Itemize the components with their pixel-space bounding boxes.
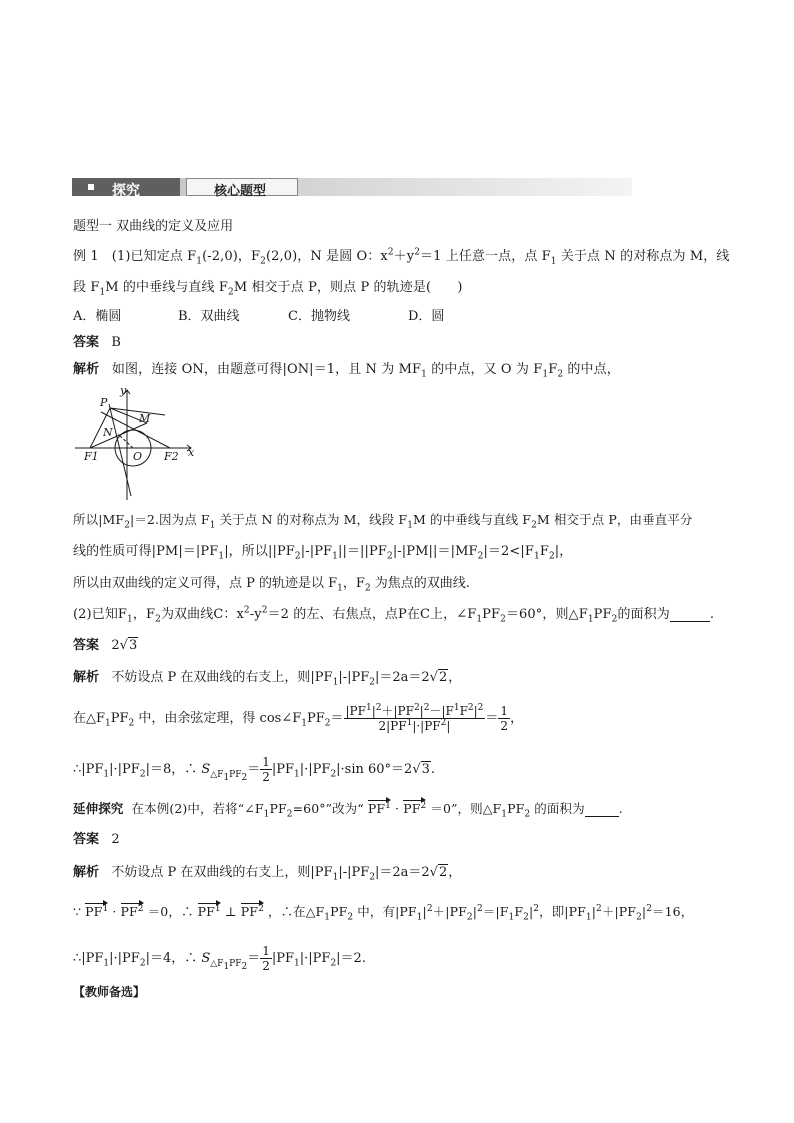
option-b: B．双曲线 xyxy=(178,309,240,324)
ex1-solution-line3: 所以由双曲线的定义可得，点 P 的轨迹是以 $F_1$，$F_2$ 为焦点的双曲线. xyxy=(73,576,470,594)
extension-analysis: 解析 不妨设点 P 在双曲线的右支上，则$|PF_1|-|PF_2|=2a=2√2$， xyxy=(73,865,462,883)
section-title: 探究 xyxy=(112,183,140,199)
ex1-question-line2: 段 $F_1M$ 的中垂线与直线 $F_2M$ 相交于点 P，则点 P 的轨迹是( ) xyxy=(73,280,463,298)
half-fraction: $\frac{1}{2}$ xyxy=(262,755,270,784)
teacher-note: 【教师备选】 xyxy=(73,985,146,999)
ex2-answer: 答案 2√3 xyxy=(73,638,138,653)
answer-label: 答案 xyxy=(73,335,100,350)
option-a: A．椭圆 xyxy=(73,309,122,324)
label-f2: F2 xyxy=(164,450,179,463)
analysis-label: 解析 xyxy=(73,670,100,685)
extension-label: 延伸探究 xyxy=(73,801,124,816)
half-fraction: $\frac{1}{2}$ xyxy=(500,704,509,733)
option-d: D．圆 xyxy=(408,309,445,324)
option-c: C．抛物线 xyxy=(288,309,350,324)
section-label: 核心题型 xyxy=(214,184,267,199)
label-x: x xyxy=(188,446,195,459)
hyperbola-figure xyxy=(73,382,203,502)
label-p: P xyxy=(100,396,108,409)
extension-line2: ∵ $PF^1 \cdot PF^2 =0$，∴ $PF^1$ ⊥ $PF^2$ ，∴在$\triangle F_1PF_2$ 中，有$|PF_1|^2+|PF_2|^2=|F_1F_2|^2$，即$|PF_1|^2+|PF_2|^2=16$， xyxy=(73,903,694,923)
extension-question: 延伸探究 在本例(2)中，若将“$\angle F_1PF_2=60^\circ$”改为“ $PF^1 \cdot PF^2 =0$”，则$\triangle F_1PF_2$ 的面积为 . xyxy=(73,800,623,820)
answer-value: B xyxy=(111,335,121,350)
segment-on xyxy=(118,434,133,448)
label-y: y xyxy=(120,384,127,397)
answer-label: 答案 xyxy=(73,832,100,847)
type-title: 题型一 双曲线的定义及应用 xyxy=(73,219,234,234)
label-n: N xyxy=(103,426,113,439)
perpendicular-bisector xyxy=(109,404,131,496)
analysis-label: 解析 xyxy=(73,865,100,880)
square-bullet-icon xyxy=(88,184,94,190)
ex1-answer xyxy=(73,336,121,349)
answer-value: 2 xyxy=(111,832,120,847)
ex1-solution-line2: 线的性质可得$|PM|=|PF_1|$，所以$||PF_2|-|PF_1||=||PF_2|-|PM||=|MF_2|=2<|F_1F_2|$， xyxy=(73,544,573,562)
label-o: O xyxy=(133,450,143,463)
label-m: M xyxy=(139,412,151,425)
ex1-question-line1: 例 1 (1)已知定点 $F_1(-2,0)$，$F_2(2,0)$，N 是圆 O：$x^2+y^2=1$ 上任意一点，点 $F_1$ 关于点 N 的对称点为 M，线 xyxy=(73,247,730,267)
extension-answer xyxy=(73,833,120,846)
ex2-area-line: $\therefore|PF_1|\cdot|PF_2|=8$，∴ $S_{\triangle F_1PF_2}=$ $\frac{1}{2}$ $|PF_1|\cdot|PF_2|\cdot\sin$ 60°＝2√3. xyxy=(73,755,436,784)
ex1-analysis: 解析 如图，连接 ON，由题意可得|ON|＝1，且 N 为 $MF_1$ 的中点，又 O 为 $F_1F_2$ 的中点， xyxy=(73,362,620,380)
ex2-analysis: 解析 不妨设点 P 在双曲线的右支上，则$|PF_1|-|PF_2|=2a=2√2$， xyxy=(73,670,462,688)
ex2-question: (2)已知$F_1$，$F_2$为双曲线C：$x^2-y^2=2$ 的左、右焦点，点P在C上，$\angle F_1PF_2=60^\circ$，则$\triangle F_1PF_2$的面积为 . xyxy=(73,605,715,625)
label-f1: F1 xyxy=(84,450,99,463)
answer-label: 答案 xyxy=(73,638,100,653)
analysis-label: 解析 xyxy=(73,362,100,377)
ex1-solution-line1: 所以$|MF_2|=2$.因为点 $F_1$ 关于点 N 的对称点为 M，线段 $F_1M$ 的中垂线与直线 $F_2M$ 相交于点 P，由垂直平分 xyxy=(73,512,693,531)
extension-line3: $\therefore|PF_1|\cdot|PF_2|=4$，∴ $S_{\triangle F_1PF_2}=$ $\frac{1}{2}$ $|PF_1|\cdot|PF_2|=2$. xyxy=(73,944,366,973)
cosine-fraction: $\frac{|PF^1|^2+|PF^2|^2-|F^1F^2|^2}{2|PF^1|\cdot|PF^2|}$ xyxy=(345,703,484,733)
half-fraction: $\frac{1}{2}$ xyxy=(262,944,270,973)
ex2-cosine-line: 在$\triangle F_1PF_2$ 中，由余弦定理，得 $\cos\angle F_1PF_2=$ $\frac{|PF^1|^2+|PF^2|^2-|F^1F^2|^2}{2|PF^1|\cdot|PF^2|}$ ＝ $\frac{1}{2}$ ， xyxy=(73,703,524,733)
